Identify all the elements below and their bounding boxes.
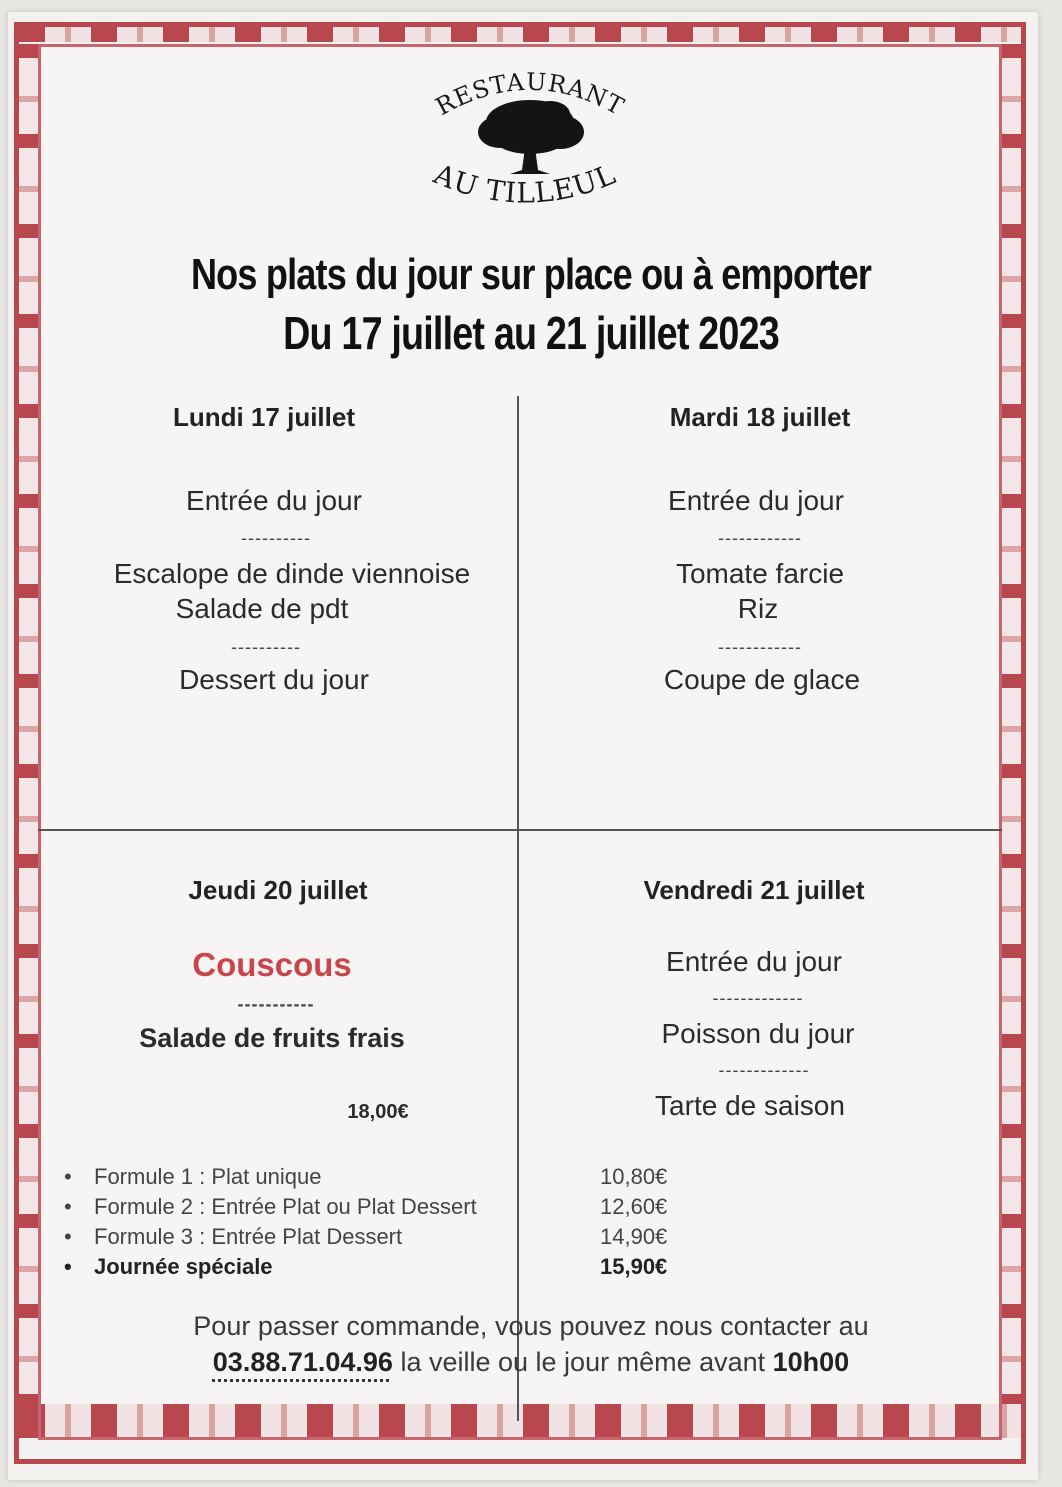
- formule-label: Formule 3 : Entrée Plat Dessert: [94, 1224, 403, 1249]
- formule-price: 12,60€: [600, 1194, 668, 1219]
- order-instructions: Pour passer commande, vous pouvez nous contacter au: [193, 1311, 869, 1341]
- bullet: •: [64, 1164, 72, 1189]
- page-title: Nos plats du jour sur place ou à emporter: [190, 250, 872, 299]
- logo-line2: AU TILLEUL: [429, 157, 621, 210]
- menu-item-highlight: Couscous: [192, 946, 352, 983]
- formule-row: [64, 1164, 724, 1194]
- special-price: 18,00€: [347, 1101, 409, 1123]
- formule-row: [64, 1254, 724, 1284]
- restaurant-logo: [400, 60, 660, 230]
- bullet: •: [64, 1254, 72, 1279]
- menu-separator: ----------: [241, 528, 311, 548]
- formule-price: 10,80€: [600, 1164, 668, 1189]
- menu-item: Tarte de saison: [655, 1090, 845, 1121]
- formule-row: [64, 1194, 724, 1224]
- order-contact-text: la veille ou le jour même avant: [392, 1347, 773, 1377]
- menu-item: Salade de fruits frais: [139, 1023, 405, 1053]
- bullet: •: [64, 1194, 72, 1219]
- formule-price: 15,90€: [600, 1254, 668, 1279]
- day-heading-lundi: Lundi 17 juillet: [172, 402, 355, 432]
- menu-item: Poisson du jour: [661, 1018, 855, 1049]
- menu-separator: ----------: [231, 637, 301, 657]
- day-heading-jeudi: Jeudi 20 juillet: [188, 875, 368, 905]
- formule-label: Formule 1 : Plat unique: [94, 1164, 322, 1189]
- phone-number: 03.88.71.04.96: [212, 1347, 393, 1377]
- menu-separator: -------------: [712, 988, 804, 1008]
- menu-separator: -------------: [718, 1060, 810, 1080]
- menu-separator: ------------: [718, 637, 802, 657]
- formule-label: Formule 2 : Entrée Plat ou Plat Dessert: [94, 1194, 477, 1219]
- menu-separator: -----------: [237, 994, 315, 1014]
- day-heading-mardi: Mardi 18 juillet: [669, 402, 851, 432]
- formule-label: Journée spéciale: [94, 1254, 273, 1279]
- tree-icon: [478, 100, 584, 174]
- menu-item: Entrée du jour: [186, 485, 362, 516]
- order-deadline: 10h00: [772, 1347, 850, 1377]
- menu-item: Dessert du jour: [179, 664, 369, 695]
- day-heading-vendredi: Vendredi 21 juillet: [643, 875, 865, 905]
- formules-list: [64, 1164, 724, 1284]
- order-contact: [0, 1347, 1062, 1378]
- divider-horizontal: [38, 829, 1002, 831]
- menu-item: Coupe de glace: [663, 664, 861, 695]
- menu-separator: ------------: [718, 528, 802, 548]
- menu-item: Riz: [737, 593, 779, 624]
- menu-item: Tomate farcie: [675, 558, 845, 589]
- menu-item: Salade de pdt: [175, 593, 349, 624]
- bullet: •: [64, 1224, 72, 1249]
- formule-row: [64, 1224, 724, 1254]
- menu-item: Entrée du jour: [666, 946, 842, 977]
- logo-line1: RESTAURANT: [431, 67, 630, 122]
- menu-item: Escalope de dinde viennoise: [113, 558, 471, 589]
- formule-price: 14,90€: [600, 1224, 668, 1249]
- date-range: Du 17 juillet au 21 juillet 2023: [283, 307, 779, 359]
- menu-item: Entrée du jour: [668, 485, 844, 516]
